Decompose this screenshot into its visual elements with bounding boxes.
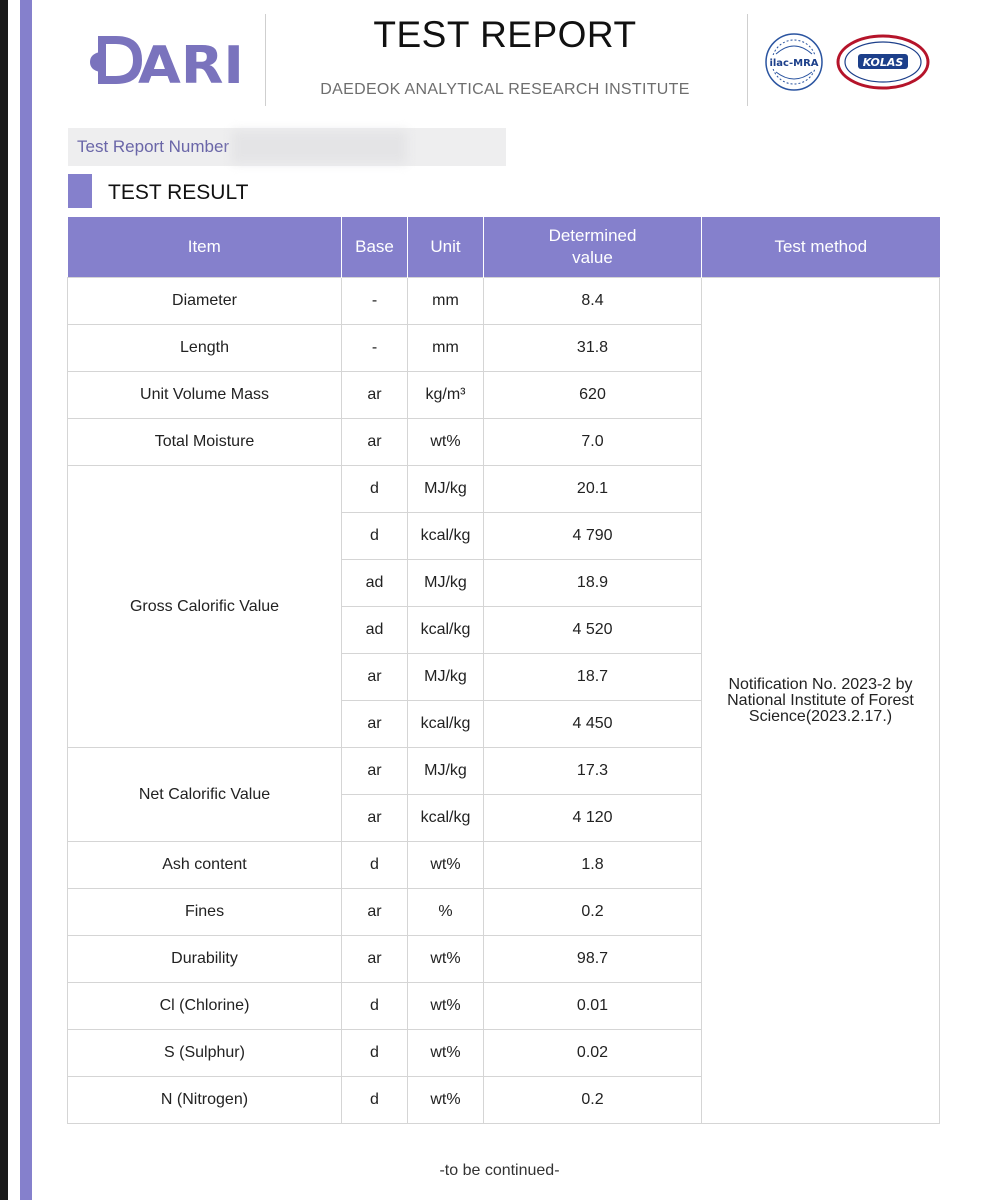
- value-cell: 4 790: [484, 513, 702, 560]
- unit-cell: MJ/kg: [408, 748, 484, 795]
- item-cell: N (Nitrogen): [68, 1077, 342, 1124]
- value-cell: 18.9: [484, 560, 702, 607]
- value-cell: 4 450: [484, 701, 702, 748]
- ilac-mra-logo: [764, 32, 824, 92]
- header-determined-line1: Determined: [548, 226, 637, 245]
- base-cell: d: [342, 983, 408, 1030]
- unit-cell: kcal/kg: [408, 701, 484, 748]
- unit-cell: mm: [408, 325, 484, 372]
- unit-cell: kcal/kg: [408, 513, 484, 560]
- base-cell: ar: [342, 372, 408, 419]
- value-cell: 0.02: [484, 1030, 702, 1077]
- kolas-logo: [836, 34, 930, 90]
- kolas-text: KOLAS: [862, 56, 904, 69]
- header-base: Base: [342, 217, 408, 278]
- page-edge: [0, 0, 8, 1200]
- item-cell: Cl (Chlorine): [68, 983, 342, 1030]
- value-cell: 7.0: [484, 419, 702, 466]
- base-cell: d: [342, 1077, 408, 1124]
- item-cell: Fines: [68, 889, 342, 936]
- base-cell: d: [342, 466, 408, 513]
- value-cell: 620: [484, 372, 702, 419]
- base-cell: ar: [342, 889, 408, 936]
- report-number-label: Test Report Number: [77, 137, 230, 156]
- unit-cell: wt%: [408, 1030, 484, 1077]
- value-cell: 17.3: [484, 748, 702, 795]
- institute-name: DAEDEOK ANALYTICAL RESEARCH INSTITUTE: [320, 81, 690, 98]
- unit-cell: MJ/kg: [408, 466, 484, 513]
- header-divider-left: [265, 14, 266, 106]
- value-cell: 98.7: [484, 936, 702, 983]
- item-cell: Total Moisture: [68, 419, 342, 466]
- base-cell: ar: [342, 748, 408, 795]
- value-cell: 18.7: [484, 654, 702, 701]
- unit-cell: kg/m³: [408, 372, 484, 419]
- continued-note: -to be continued-: [439, 1162, 560, 1179]
- unit-cell: wt%: [408, 419, 484, 466]
- base-cell: ar: [342, 795, 408, 842]
- item-cell: Length: [68, 325, 342, 372]
- item-cell: Ash content: [68, 842, 342, 889]
- value-cell: 0.2: [484, 1077, 702, 1124]
- base-cell: ar: [342, 654, 408, 701]
- item-cell: Gross Calorific Value: [68, 466, 342, 748]
- value-cell: 4 120: [484, 795, 702, 842]
- header-test-method: Test method: [702, 217, 940, 278]
- unit-cell: wt%: [408, 842, 484, 889]
- base-cell: d: [342, 842, 408, 889]
- section-marker: [68, 174, 92, 208]
- unit-cell: wt%: [408, 1077, 484, 1124]
- header-item: Item: [68, 217, 342, 278]
- unit-cell: kcal/kg: [408, 607, 484, 654]
- unit-cell: MJ/kg: [408, 654, 484, 701]
- header-divider-right: [747, 14, 748, 106]
- base-cell: d: [342, 1030, 408, 1077]
- value-cell: 31.8: [484, 325, 702, 372]
- value-cell: 0.01: [484, 983, 702, 1030]
- base-cell: d: [342, 513, 408, 560]
- value-cell: 4 520: [484, 607, 702, 654]
- item-cell: Diameter: [68, 278, 342, 325]
- accent-side-bar: [20, 0, 32, 1200]
- base-cell: ad: [342, 607, 408, 654]
- base-cell: -: [342, 325, 408, 372]
- dari-logo: [88, 28, 248, 92]
- unit-cell: kcal/kg: [408, 795, 484, 842]
- unit-cell: wt%: [408, 936, 484, 983]
- base-cell: ad: [342, 560, 408, 607]
- value-cell: 0.2: [484, 889, 702, 936]
- base-cell: ar: [342, 936, 408, 983]
- redacted-report-number: [232, 131, 407, 163]
- header-determined-line2: value: [572, 248, 613, 267]
- table-row: [68, 278, 940, 325]
- item-cell: Net Calorific Value: [68, 748, 342, 842]
- unit-cell: mm: [408, 278, 484, 325]
- base-cell: ar: [342, 701, 408, 748]
- table-header-row: [68, 217, 940, 278]
- item-cell: Unit Volume Mass: [68, 372, 342, 419]
- test-method-cell: Notification No. 2023-2 by National Institute of Forest Science(2023.2.17.): [702, 278, 940, 1124]
- value-cell: 1.8: [484, 842, 702, 889]
- header-determined-value: [484, 217, 702, 278]
- item-cell: S (Sulphur): [68, 1030, 342, 1077]
- section-title: TEST RESULT: [108, 181, 249, 204]
- value-cell: 8.4: [484, 278, 702, 325]
- base-cell: ar: [342, 419, 408, 466]
- page-title: TEST REPORT: [373, 14, 637, 55]
- header-unit: Unit: [408, 217, 484, 278]
- base-cell: -: [342, 278, 408, 325]
- results-table: [67, 217, 940, 1124]
- unit-cell: MJ/kg: [408, 560, 484, 607]
- ilac-text: ilac-MRA: [769, 58, 819, 69]
- value-cell: 20.1: [484, 466, 702, 513]
- item-cell: Durability: [68, 936, 342, 983]
- unit-cell: wt%: [408, 983, 484, 1030]
- svg-text:ARI: ARI: [138, 36, 244, 92]
- unit-cell: %: [408, 889, 484, 936]
